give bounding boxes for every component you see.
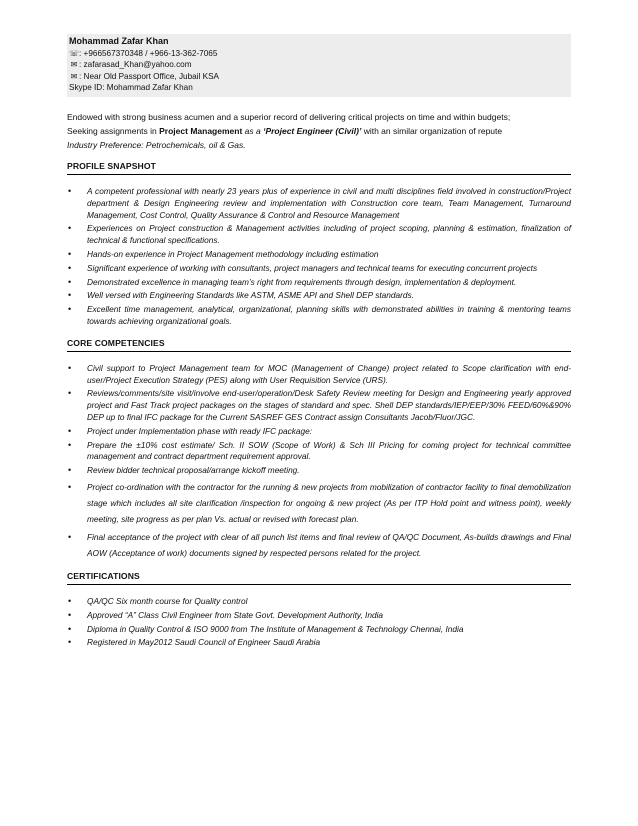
bullet-icon: • [68, 637, 72, 648]
list-item [67, 388, 571, 423]
bullet-icon: • [68, 304, 72, 315]
list-item-text: Prepare the ±10% cost estimate/ Sch. II SOW (Scope of Work) & Sch III Pricing for coming project for technical committee management and contract department requirement approval. [87, 439, 571, 462]
phone-icon: ☏ [69, 48, 80, 58]
bullet-icon: • [68, 290, 72, 301]
phone-text: : +966567370348 / +966-13-362-7065 [79, 48, 218, 58]
list-item [67, 249, 571, 261]
objective-connector: as a [242, 125, 264, 136]
objective-role-title: ‘Project Engineer (Civil)’ [263, 125, 362, 136]
bullet-icon: • [68, 531, 72, 542]
section-title: CORE COMPETENCIES [67, 338, 571, 352]
email-line [69, 59, 569, 71]
list-item [67, 596, 571, 608]
bullet-list [67, 596, 571, 649]
skype-line: Skype ID: Mohammad Zafar Khan [69, 83, 193, 93]
bullet-icon: • [68, 481, 72, 492]
bullet-icon: • [68, 248, 72, 259]
bullet-icon: • [68, 465, 72, 476]
list-item-text: A competent professional with nearly 23 years plus of experience in civil and multi disciplines field involved in construction/Project department & Design Engineering review and implementation with Construction core team, Team Management, Turnaround Management, Cost Control, Quality Assurance & Control and Resource Management [87, 185, 571, 220]
envelope-icon: ✉ [70, 60, 78, 70]
objective-summary [67, 110, 571, 152]
certifications-section [67, 571, 571, 649]
list-item [67, 186, 571, 221]
list-item-text: Review bidder technical proposal/arrange kickoff meeting. [87, 465, 300, 476]
mailbox-icon: ✉ [70, 71, 78, 81]
objective-text: Seeking assignments in [67, 125, 160, 136]
bullet-icon: • [68, 388, 72, 399]
objective-tail: with an similar organization of repute [361, 125, 503, 136]
list-item-text: Reviews/comments/site visit/involve end-user/operation/Desk Safety Review meeting for Design and Engineering yearly approved project and Fast Track project packages on the stages of standard and spec. Shell DEP standards/IEP/EEP/30% FEED/60%&90% DEP up to final IFC package for the Current SASREF GES Contract assign Consultants Jacob/Fluor/JGC. [87, 388, 571, 422]
list-item-text: Demonstrated excellence in managing team’s right from requirements through design, implementation & deployment. [87, 276, 517, 287]
list-item [67, 529, 571, 561]
section-title: CERTIFICATIONS [67, 571, 571, 585]
list-item-text: Well versed with Engineering Standards like ASTM, ASME API and Shell DEP standards. [87, 290, 414, 301]
bullet-icon: • [68, 185, 72, 196]
phone-line [69, 48, 569, 60]
list-item-text: Significant experience of working with consultants, project managers and technical teams for executing concurrent projects [87, 262, 538, 273]
bullet-list [67, 186, 571, 328]
industry-preference-text: Industry Preference: Petrochemicals, oil & Gas. [67, 139, 246, 150]
objective-line-2 [67, 124, 571, 138]
list-item [67, 277, 571, 289]
bullet-icon: • [68, 595, 72, 606]
contact-header [67, 34, 571, 97]
section-title: PROFILE SNAPSHOT [67, 161, 571, 175]
address-line [69, 71, 569, 83]
bullet-icon: • [68, 362, 72, 373]
list-item-text: Registered in May2012 Saudi Council of Engineer Saudi Arabia [87, 637, 321, 648]
list-item [67, 304, 571, 328]
address-text: : Near Old Passport Office, Jubail KSA [79, 71, 220, 81]
list-item [67, 263, 571, 275]
list-item [67, 637, 571, 649]
list-item [67, 479, 571, 527]
bullet-icon: • [68, 223, 72, 234]
email-text: : zafarasad_Khan@yahoo.com [79, 60, 192, 70]
industry-preference [67, 138, 571, 152]
list-item-text: Project co-ordination with the contractor for the running & new projects from mobilization of contractor facility to final demobilization stage which includes all site clarification /inspection for ongoing & new project (As per ITP Hold point and witness point), weekly meeting, site progress as per plan Vs. actual or revised with forecast plan. [87, 481, 571, 524]
bullet-icon: • [68, 609, 72, 620]
list-item [67, 223, 571, 247]
list-item-text: Final acceptance of the project with clear of all punch list items and final review of QA/QC Document, As-builds drawings and Final AOW (Acceptance of work) documents signed by respected persons related for the project. [87, 531, 571, 558]
core-competencies-section [67, 338, 571, 561]
bullet-icon: • [68, 425, 72, 436]
bullet-icon: • [68, 262, 72, 273]
list-item [67, 610, 571, 622]
list-item [67, 624, 571, 636]
list-item-text: Diploma in Quality Control & ISO 9000 from The Institute of Management & Technology Chennai, India [87, 623, 464, 634]
profile-snapshot-section [67, 161, 571, 328]
list-item-text: Hands-on experience in Project Management methodology including estimation [87, 248, 379, 259]
bullet-icon: • [68, 439, 72, 450]
resume-page [67, 34, 571, 651]
list-item [67, 363, 571, 387]
list-item-text: Civil support to Project Management team for MOC (Management of Change) project related to Scope clarification with end-user/Project Execution Strategy (PES) along with User Requisition Service (URS). [87, 362, 571, 385]
candidate-name: Mohammad Zafar Khan [69, 36, 169, 46]
list-item [67, 290, 571, 302]
list-item-text: Experiences on Project construction & Management activities including of project scoping, planning & estimation, finalization of technical & functional specifications. [87, 223, 571, 246]
list-item-text: QA/QC Six month course for Quality control [87, 595, 248, 606]
list-item [67, 465, 571, 477]
objective-line-1: Endowed with strong business acumen and a superior record of delivering critical projects on time and within budgets; [67, 111, 511, 122]
list-item [67, 426, 571, 438]
list-item-text: Excellent time management, analytical, organizational, planning skills with demonstrated abilities in training & mentoring teams towards achieving organizational goals. [87, 304, 571, 326]
list-item [67, 440, 571, 464]
bullet-list [67, 363, 571, 561]
list-item-text: Project under Implementation phase with ready IFC package: [87, 425, 313, 436]
bullet-icon: • [68, 276, 72, 287]
list-item-text: Approved “A” Class Civil Engineer from State Govt. Development Authority, India [87, 609, 384, 620]
bullet-icon: • [68, 623, 72, 634]
objective-role-area: Project Management [159, 125, 243, 136]
